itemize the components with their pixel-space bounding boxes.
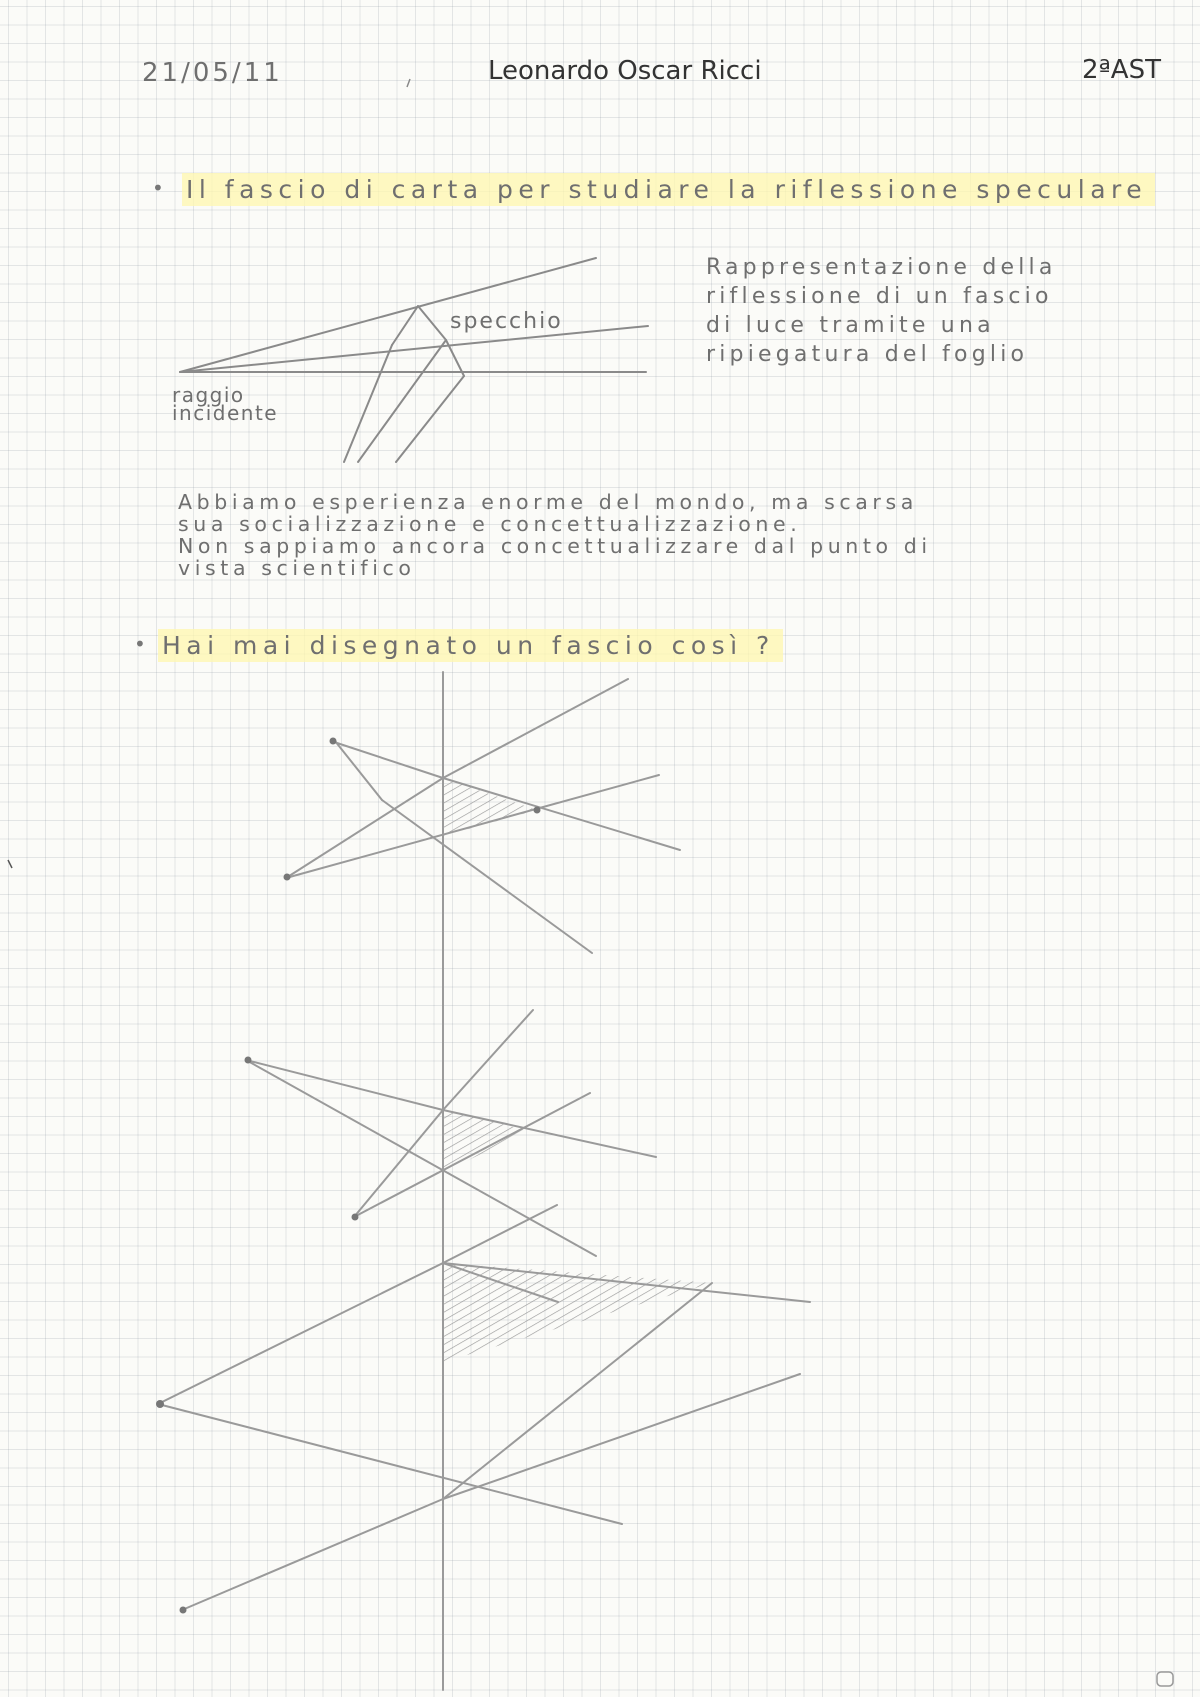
bullet-marker: • bbox=[152, 176, 164, 200]
header-class: 2ªAST bbox=[1082, 55, 1161, 85]
stray-pencil-mark bbox=[407, 79, 410, 87]
header-date: 21/05/11 bbox=[142, 58, 283, 88]
corner-mark bbox=[1157, 1672, 1173, 1686]
beam-sketch-c bbox=[156, 1205, 810, 1690]
section2-title: Hai mai disegnato un fascio così ? bbox=[158, 629, 783, 662]
section1-paragraph: Abbiamo esperienza enorme del mondo, ma scarsa sua socializzazione e concettualizzazione. Non sappiamo ancora concettualizzare dal punto di vista scientifico bbox=[178, 490, 932, 580]
beam-sketch-b bbox=[245, 1010, 657, 1307]
section1-title: Il fascio di carta per studiare la riflessione speculare bbox=[182, 173, 1155, 206]
beam-sketch-a bbox=[284, 672, 681, 1010]
stray-pencil-mark bbox=[8, 860, 12, 868]
header-student-name: Leonardo Oscar Ricci bbox=[488, 56, 762, 86]
bullet-marker: • bbox=[134, 632, 146, 656]
incident-ray-label: raggio incidente bbox=[172, 383, 279, 425]
section1-description: Rappresentazione della riflessione di un fascio di luce tramite una ripiegatura del foglio bbox=[706, 255, 1057, 367]
reflection-diagram bbox=[180, 258, 648, 462]
mirror-label: specchio bbox=[450, 309, 563, 334]
